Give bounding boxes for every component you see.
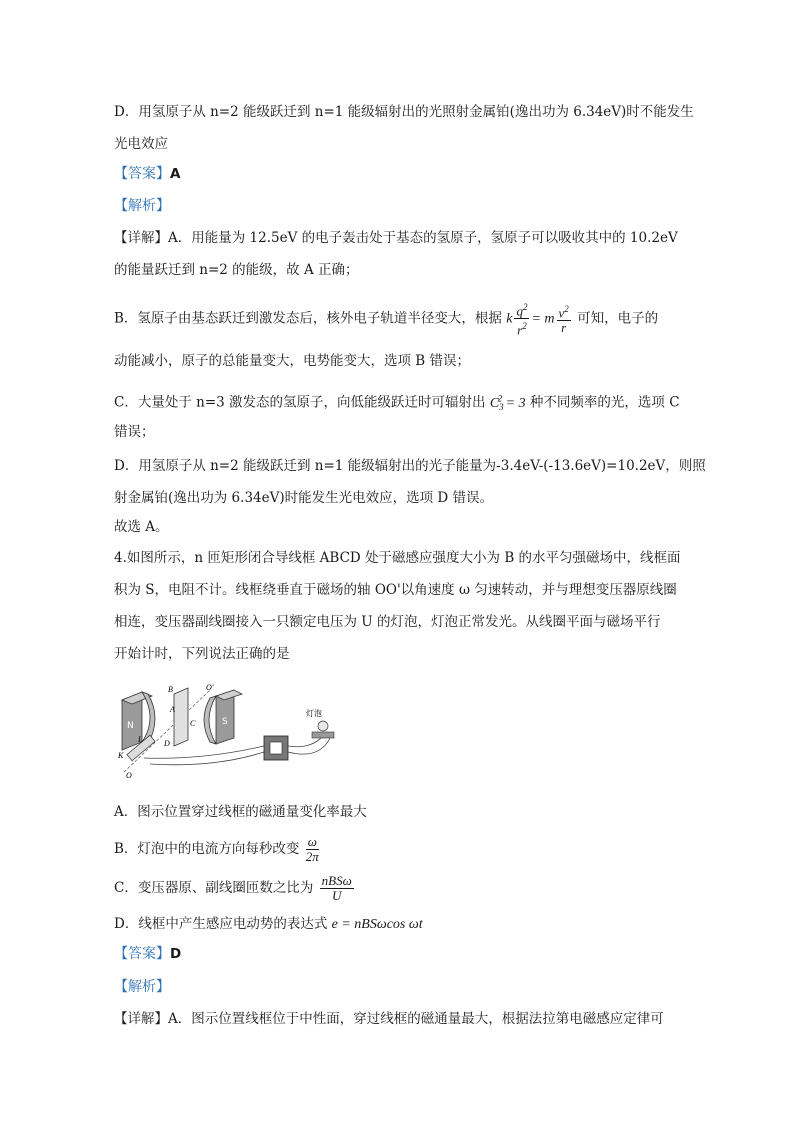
fraction-omega-2pi — [306, 835, 319, 864]
math-r: r — [517, 322, 523, 338]
math-num: nBSω — [321, 873, 352, 888]
fraction-q2-r2: $\frac{q^2}{r^2}$ — [516, 302, 528, 338]
wire — [288, 738, 330, 754]
label-d: D — [164, 739, 170, 748]
text-line: 错误； — [114, 424, 155, 440]
question-4-line: 开始计时，下列说法正确的是 — [114, 646, 290, 662]
question-4-line: 积为 S，电阻不计。线框绕垂直于磁场的轴 OO'以角速度 ω 匀速转动，并与理想变压器原线圈 — [114, 582, 677, 598]
math-sub: 3 — [499, 402, 504, 413]
lamp-base — [312, 732, 334, 738]
math-combination — [489, 393, 526, 413]
label-lamp: 灯泡 — [306, 709, 322, 718]
math-r: r — [561, 320, 567, 336]
fraction-nbs-u — [320, 874, 354, 903]
text-line: 射金属铂(逸出功为 6.34eV)时能发生光电效应，选项 D 错误。 — [114, 490, 494, 506]
text-span: B．氢原子由基态跃迁到激发态后，核外电子轨道半径变大，根据 — [114, 310, 502, 327]
label-o-prime: O' — [206, 683, 214, 692]
answer-value: A — [170, 166, 181, 182]
detail-line — [114, 1010, 664, 1028]
analysis-line — [114, 978, 170, 996]
math-den: 2π — [305, 849, 319, 864]
wire — [144, 746, 264, 758]
text-span: D．线框中产生感应电动势的表达式 — [114, 916, 328, 932]
text-span: 可知，电子的 — [577, 310, 659, 327]
label-o: O — [126, 771, 132, 780]
answer-line — [114, 165, 180, 183]
detail-line — [114, 229, 678, 247]
fraction-v2-r: $\frac{v^2}{r}$ — [558, 304, 569, 336]
label-k: K — [118, 751, 124, 760]
detail-label: 【详解】 — [114, 230, 168, 246]
option-c — [114, 873, 356, 903]
detail-label: 【详解】 — [114, 1011, 168, 1027]
label-b: B — [168, 685, 173, 694]
answer-value: D — [170, 946, 182, 962]
math-eq: = m — [531, 311, 555, 327]
option-b — [114, 834, 321, 864]
answer-label: 【答案】 — [114, 946, 170, 962]
math-sup: 2 — [497, 393, 503, 403]
answer-label: 【答案】 — [114, 166, 170, 182]
label-n: N — [127, 721, 134, 731]
text-line: 故选 A。 — [114, 519, 169, 535]
text-span: C．大量处于 n=3 激发态的氢原子，向低能级跃迁时可辐射出 — [114, 394, 486, 411]
question-4-line: 4.如图所示，n 匝矩形闭合导线框 ABCD 处于磁感应强度大小为 B 的水平匀强磁场中，线框面 — [114, 550, 681, 566]
math-v: v — [558, 305, 565, 321]
text-span: C．变压器原、副线圈匝数之比为 — [114, 880, 314, 896]
math-eq: = 3 — [502, 395, 526, 411]
detail-text: A．用能量为 12.5eV 的电子轰击处于基态的氢原子，氢原子可以吸收其中的 10.2eV — [168, 230, 678, 246]
math-k: k — [506, 311, 513, 327]
analysis-label: 【解析】 — [114, 979, 170, 995]
option-b-explanation — [114, 300, 658, 338]
label-c: C — [190, 719, 196, 728]
text-line: 光电效应 — [114, 136, 168, 152]
coil-frame — [174, 688, 188, 746]
label-l: L — [138, 735, 143, 744]
option-a: A．图示位置穿过线框的磁通量变化率最大 — [114, 804, 367, 820]
answer-line — [114, 945, 181, 963]
math-den: U — [332, 888, 342, 903]
option-d — [114, 915, 423, 934]
option-c-explanation — [114, 389, 680, 416]
text-line: 的能量跃迁到 n=2 的能级，故 A 正确； — [114, 262, 359, 278]
question-4-line: 相连，变压器副线圈接入一只额定电压为 U 的灯泡，灯泡正常发光。从线圈平面与磁场平行 — [114, 614, 661, 630]
lamp-bulb-icon — [318, 721, 328, 731]
label-s: S — [222, 717, 228, 727]
math-num: ω — [307, 834, 317, 849]
text-line: D．用氢原子从 n=2 能级跃迁到 n=1 能级辐射出的光子能量为-3.4eV-(-13.6eV)=10.2eV，则照 — [114, 458, 706, 474]
text-span: 种不同频率的光，选项 C — [529, 394, 680, 411]
math-expression: e = nBSωcos ωt — [331, 917, 423, 932]
text-line: D．用氢原子从 n=2 能级跃迁到 n=1 能级辐射出的光照射金属铂(逸出功为 6.34eV)时不能发生 — [114, 104, 694, 120]
math-q: q — [516, 303, 523, 319]
math-c: C — [489, 395, 500, 411]
text-span: B．灯泡中的电流方向每秒改变 — [114, 841, 300, 857]
detail-text: A．图示位置线框位于中性面，穿过线框的磁通量最大，根据法拉第电磁感应定律可 — [168, 1011, 664, 1027]
label-a: A — [170, 705, 175, 714]
analysis-line — [114, 197, 170, 215]
generator-transformer-diagram — [114, 680, 336, 780]
analysis-label: 【解析】 — [114, 198, 170, 214]
text-line: 动能减小，原子的总能量变大，电势能变大，选项 B 错误； — [114, 353, 471, 369]
